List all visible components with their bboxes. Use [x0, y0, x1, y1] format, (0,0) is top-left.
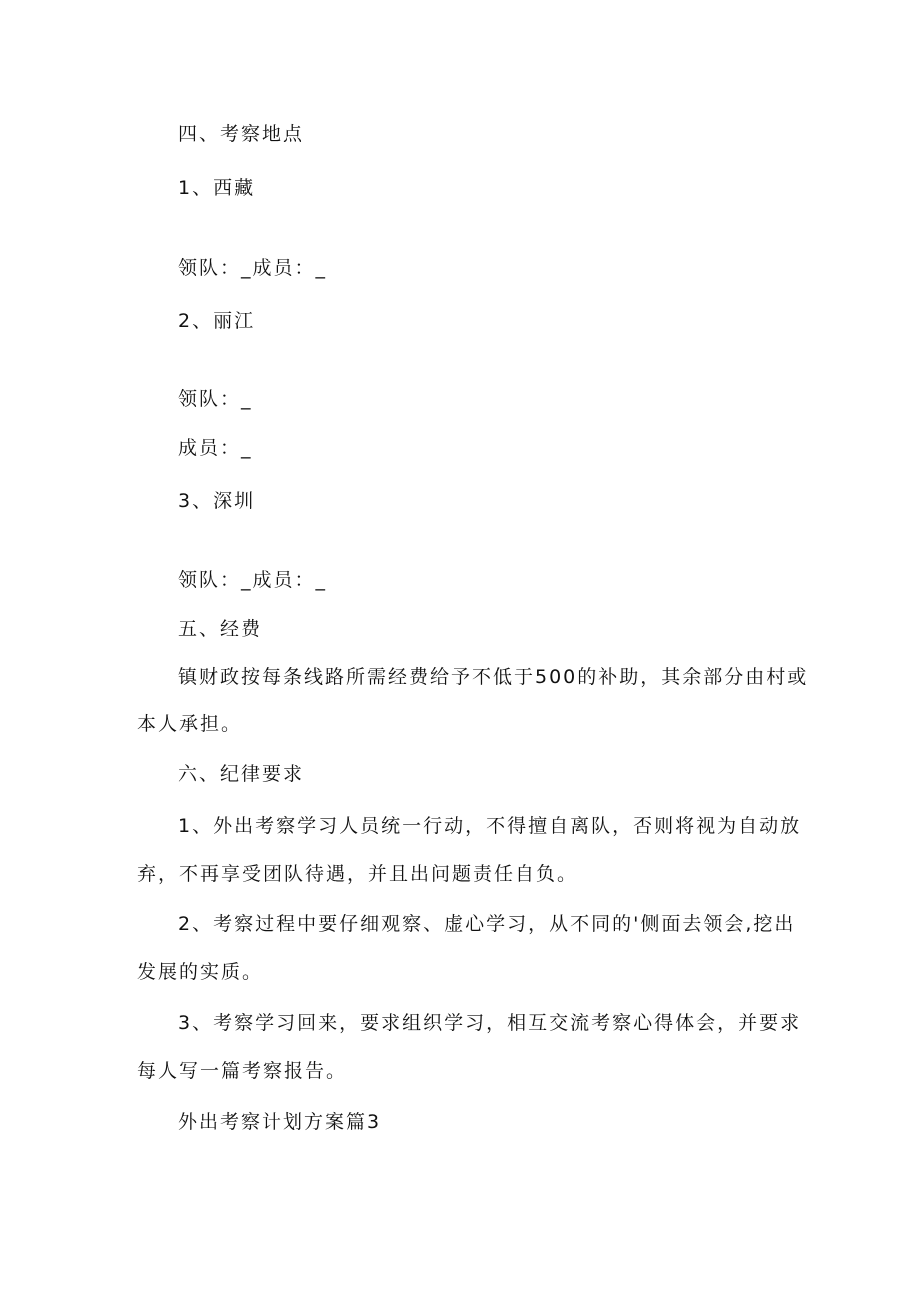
section-4-heading: 四、考察地点: [178, 123, 305, 145]
discipline-item-1-line-1: 1、外出考察学习人员统一行动，不得擅自离队，否则将视为自动放: [178, 815, 802, 837]
discipline-item-1-line-2: 弃，不再享受团队待遇，并且出问题责任自负。: [137, 863, 579, 885]
location-item-1-roles: 领队：_成员：_: [178, 257, 328, 279]
section-5-heading: 五、经费: [178, 618, 263, 640]
discipline-item-3-line-2: 每人写一篇考察报告。: [137, 1060, 348, 1082]
next-plan-title: 外出考察计划方案篇3: [178, 1111, 382, 1133]
location-item-1: 1、西藏: [178, 177, 256, 199]
discipline-item-3-line-1: 3、考察学习回来，要求组织学习，相互交流考察心得体会，并要求: [178, 1012, 802, 1034]
location-item-2: 2、丽江: [178, 310, 256, 332]
funding-paragraph-line-2: 本人承担。: [137, 713, 243, 735]
section-6-heading: 六、纪律要求: [178, 763, 305, 785]
funding-paragraph-line-1: 镇财政按每条线路所需经费给予不低于500的补助，其余部分由村或: [178, 666, 809, 688]
discipline-item-2-line-2: 发展的实质。: [137, 961, 264, 983]
location-item-2-leader: 领队：_: [178, 388, 253, 410]
location-item-2-members: 成员：_: [178, 437, 253, 459]
location-item-3-roles: 领队：_成员：_: [178, 569, 328, 591]
location-item-3: 3、深圳: [178, 490, 256, 512]
discipline-item-2-line-1: 2、考察过程中要仔细观察、虚心学习，从不同的'侧面去领会,挖出: [178, 913, 796, 935]
